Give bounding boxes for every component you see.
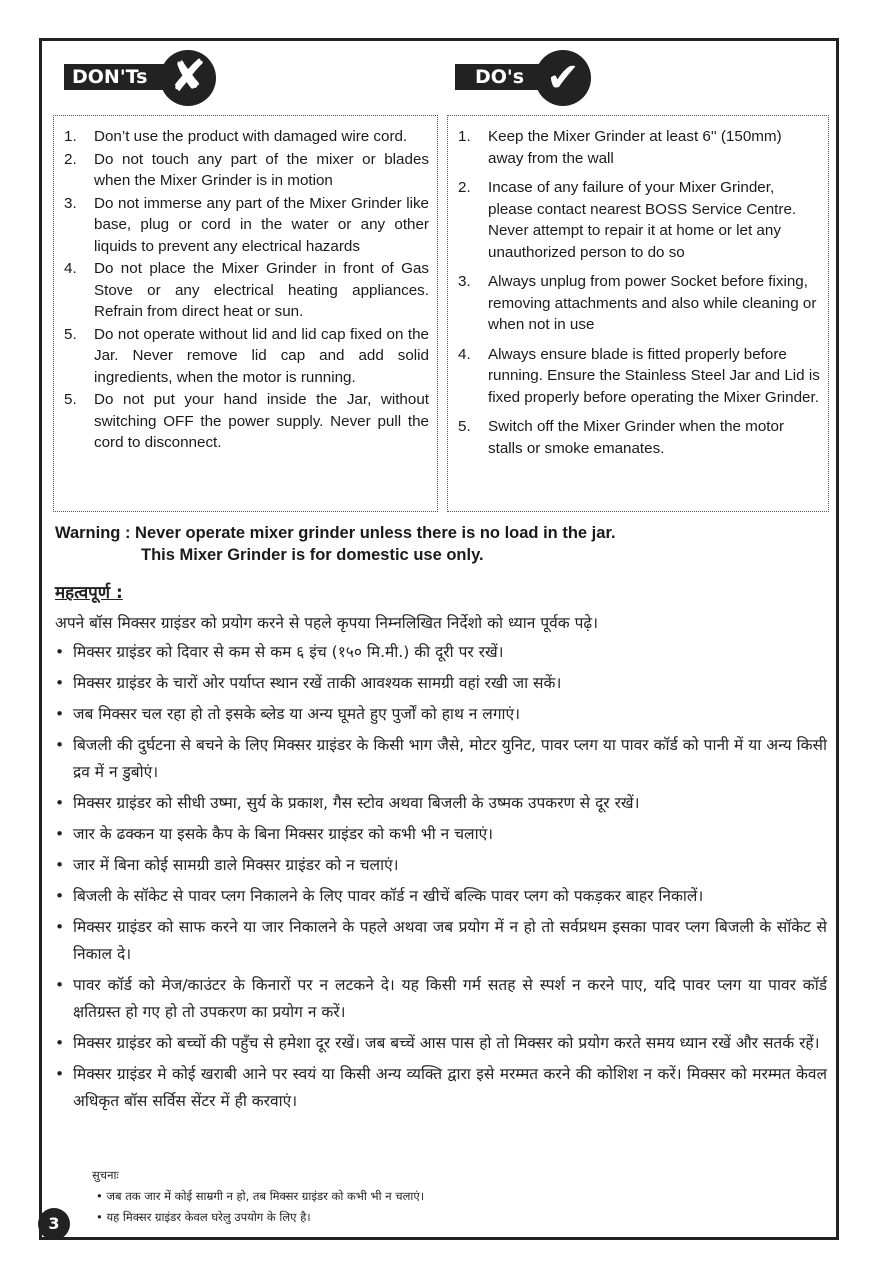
list-item: 1. Keep the Mixer Grinder at least 6'' (150mm) away from the wall — [458, 128, 782, 167]
list-item: • जब तक जार में कोई साम्रगी न हो, तब मिक्सर ग्राइंडर को कभी भी न चलाएं। — [96, 1189, 425, 1203]
list-item: • मिक्सर ग्राइंडर को दिवार से कम से कम ६ इंच (१५० मि.मी.) की दूरी पर रखें। — [55, 643, 504, 661]
donts-heading: DON'Ts — [64, 64, 178, 90]
list-item: 5. Switch off the Mixer Grinder when the motor stalls or smoke emanates. — [458, 418, 785, 457]
list-item: • मिक्सर ग्राइंडर को साफ करने या जार निकालने के पहले अथवा जब प्रयोग में न हो तो सर्वप्रथम इसका पावर प्लग बिजली के सॉकेट से निकाल दे। — [55, 918, 827, 963]
warning-block — [55, 522, 815, 566]
list-item: • बिजली के सॉकेट से पावर प्लग निकालने के लिए पावर कॉर्ड न खीचें बल्कि पावर प्लग को पकड़कर बाहर निकालें। — [55, 887, 704, 905]
list-item: 5. Do not put your hand inside the Jar, without switching OFF the power supply. Never pull the cord to disconnect. — [64, 391, 429, 451]
hindi-list — [55, 639, 827, 1115]
list-item: • जार में बिना कोई सामग्री डाले मिक्सर ग्राइंडर को न चलाएं। — [55, 856, 399, 874]
list-item: 3. Always unplug from power Socket before fixing, removing attachments and also while cleaning or when not in use — [458, 273, 817, 333]
list-item: • मिक्सर ग्राइंडर को बच्चों की पहुँच से हमेशा दूर रखें। जब बच्चें आस पास हो तो मिक्सर को प्रयोग करते समय ध्यान रखें और सतर्क रहें। — [55, 1034, 820, 1052]
list-item: • मिक्सर ग्राइंडर मे कोई खराबी आने पर स्वयं या किसी अन्य व्यक्ति द्वारा इसे मरम्मत करने की कोशिश न करें। मिक्सर को मरम्मत केवल अधिकृत बॉस सर्विस सेंटर में ही करवाएं। — [55, 1065, 827, 1110]
donts-header — [64, 50, 224, 104]
check-icon: ✔ — [535, 50, 591, 106]
list-item: 4. Do not place the Mixer Grinder in front of Gas Stove or any electrical heating appliances. Refrain from direct heat or sun. — [64, 260, 429, 320]
note-title: सुचनाः — [92, 1168, 119, 1182]
list-item: • पावर कॉर्ड को मेज/काउंटर के किनारों पर न लटकने दे। यह किसी गर्म सतह से स्पर्श न करने पाए, यदि पावर प्लग या पावर कॉर्ड क्षतिग्रस्त हो गए हो तो उपकरण का प्रयोग न करें। — [55, 976, 827, 1021]
dos-list — [458, 126, 820, 459]
dos-header — [455, 50, 615, 104]
hindi-instructions — [55, 580, 827, 1119]
warning-line-2: This Mixer Grinder is for domestic use only. — [141, 546, 484, 564]
note-block — [92, 1165, 792, 1228]
list-item: 1. Don’t use the product with damaged wire cord. — [64, 128, 408, 145]
list-item: 3. Do not immerse any part of the Mixer Grinder like base, plug or cord in the water or any other liquids to prevent any electrical hazards — [64, 194, 429, 255]
note-list — [92, 1186, 792, 1228]
cross-icon: ✘ — [160, 50, 216, 106]
list-item: • जब मिक्सर चल रहा हो तो इसके ब्लेड या अन्य घूमते हुए पुर्जों को हाथ न लगाएं। — [55, 705, 521, 723]
page-number: 3 — [38, 1208, 70, 1240]
warning-line-1: Warning : Never operate mixer grinder unless there is no load in the jar. — [55, 524, 616, 542]
list-item: • मिक्सर ग्राइंडर को सीधी उष्मा, सुर्य के प्रकाश, गैस स्टोव अथवा बिजली के उष्मक उपकरण से दूर रखें। — [55, 794, 640, 812]
hindi-title: महत्वपूर्ण : — [55, 583, 123, 603]
list-item: • जार के ढक्कन या इसके कैप के बिना मिक्सर ग्राइंडर को कभी भी न चलाएं। — [55, 825, 494, 843]
list-item: • यह मिक्सर ग्राइंडर केवल घरेलु उपयोग के लिए है। — [96, 1210, 311, 1224]
list-item: 5. Do not operate without lid and lid cap fixed on the Jar. Never remove lid cap and add solid ingredients, when the motor is running. — [64, 325, 429, 386]
list-item: • बिजली की दुर्घटना से बचने के लिए मिक्सर ग्राइंडर के किसी भाग जैसे, मोटर युनिट, पावर प्लग या पावर कॉर्ड को पानी में या अन्य किसी द्रव में न डुबोएं। — [55, 736, 827, 781]
list-item: 4. Always ensure blade is fitted properly before running. Ensure the Stainless Steel Jar and Lid is fixed properly before operating the Mixer Grinder. — [458, 345, 820, 406]
dos-heading: DO's — [455, 64, 549, 90]
hindi-intro: अपने बॉस मिक्सर ग्राइंडर को प्रयोग करने से पहले कृपया निम्नलिखित निर्देशो को ध्यान पूर्वक पढ़े। — [55, 614, 598, 632]
donts-list-box — [53, 115, 438, 512]
donts-list — [64, 126, 429, 454]
list-item: 2. Do not touch any part of the mixer or blades when the Mixer Grinder is in motion — [64, 150, 429, 189]
list-item: 2. Incase of any failure of your Mixer Grinder, please contact nearest BOSS Service Centre. Never attempt to repair it at home or let any unauthorized person to do so — [458, 179, 797, 261]
dos-list-box — [447, 115, 829, 512]
list-item: • मिक्सर ग्राइंडर के चारों ओर पर्याप्त स्थान रखें ताकी आवश्यक सामग्री वहां रखी जा सकें। — [55, 674, 562, 692]
